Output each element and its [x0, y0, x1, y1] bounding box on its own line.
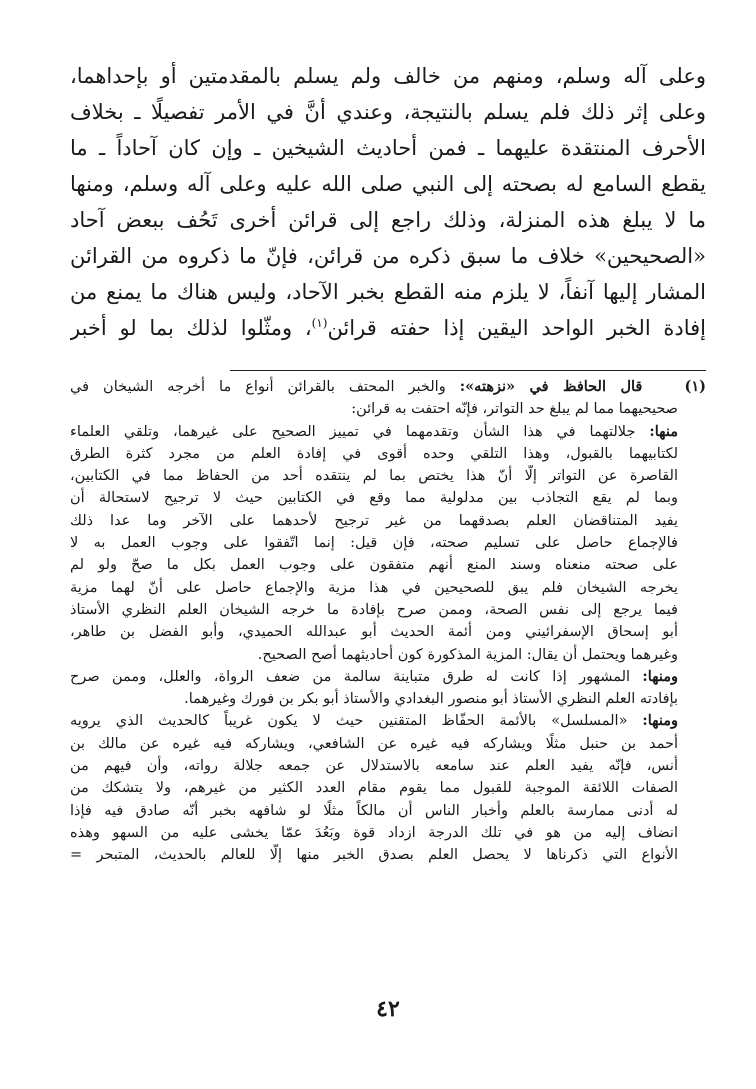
footnote-lead-bold: منها: — [649, 422, 679, 440]
footnote-lead-bold: ومنها: — [642, 712, 678, 730]
body-line: الأحرف المنتقدة عليهما ـ فمن أحاديث الشيخين ـ وإن كان آحاداً ـ ما — [70, 136, 706, 160]
footnote-line: بإفادته العلم النظري الأستاذ أبو منصور البغدادي والأستاذ أبو بكر بن فورك وغيرهما. — [184, 691, 678, 708]
footnote-marker: (١) — [684, 378, 706, 395]
footnote-line: على صحته منعناه وسند المنع أنهم متفقون على وجوب العمل بكل ما صحّ ولو لم — [70, 557, 678, 574]
footnote-separator — [230, 370, 706, 371]
footnote-line: صحيحيهما مما لم يبلغ حد التواتر، فإنّه احتفت به قرائن: — [351, 401, 678, 418]
footnote-line: لكتابيهما بالقبول، وهذا التلقي وحده أقوى في إفادة العلم من مجرد كثرة الطرق — [70, 445, 678, 462]
body-line-text: إفادة الخبر الواحد اليقين إذا حفته قرائن — [327, 316, 706, 340]
footnote-reference[interactable]: (١) — [311, 316, 328, 330]
footnote-line: فيما يرجع إلى نفس الصحة، وممن صرح بإفادة ما خرجه الشيخان العلم النظري الأستاذ — [70, 601, 678, 618]
footnote-line: الصفات اللائقة الموجبة للقبول مما يقوم مقام العدد الكثير من غيرهم، ولا يتشكك من — [70, 780, 678, 797]
book-page — [70, 58, 706, 1058]
footnote-line: أنس، فإنّه يفيد العلم عند سامعه بالاستدلال عن جمعه جلالة رواته، وأن فيهم من — [70, 758, 678, 775]
footnote-line: انضاف إليه من هو في تلك الدرجة ازداد قوة وبَعُدَ عمّا يخشى عليه من السهو وهذه — [70, 824, 678, 841]
footnote-line — [70, 710, 706, 732]
footnote-line-text: المشهور إذا كانت له طرق متباينة سالمة من ضعف الرواة، والعلل، وممن صرح — [70, 668, 631, 685]
footnote-line — [70, 666, 706, 688]
footnote-line-text: «المسلسل» بالأئمة الحفّاظ المتقنين حيث لا يكون غريباً كالحديث الذي يرويه — [70, 713, 628, 730]
main-body-text — [70, 58, 706, 346]
body-line-text: ، ومثّلوا لذلك بما لو أخبر — [70, 316, 312, 340]
footnote-line-text: جلالتهما في هذا الشأن وتقدمهما في تمييز الصحيح على غيرهما، وتلقي العلماء — [70, 423, 636, 440]
body-line: وعلى إثر ذلك فلم يسلم بالنتيجة، وعندي أنَّ في الأمر تفصيلًا ـ بخلاف — [70, 100, 706, 124]
footnote-line: يفيد المتناقضان العلم بصدقهما من غير ترجيح لأحدهما على الآخر وما عدا ذلك — [70, 512, 678, 529]
footnote-line-text: والخبر المحتف بالقرائن أنواع ما أخرجه الشيخان في — [70, 379, 446, 395]
footnotes-block — [70, 376, 706, 867]
page-number: ٤٢ — [376, 996, 400, 1022]
body-line: وعلى آله وسلم، ومنهم من خالف ولم يسلم بالمقدمتين أو بإحداهما، — [70, 64, 706, 88]
footnote-line: وغيرهما ويحتمل أن يقال: المزية المذكورة كون أحاديثهما أصح الصحيح. — [257, 646, 678, 663]
footnote-line: يخرجه الشيخان فلم يبق للصحيحين في هذا مزية والإجماع حاصل على أنّ لهما مزية — [70, 579, 678, 596]
footnote-line: أبو إسحاق الإسفرائيني ومن أئمة الحديث أبو عبدالله الحميدي، وأبو الفضل بن طاهر، — [70, 624, 678, 641]
footnote-line: أحمد بن حنبل مثلًا ويشاركه فيه غيره عن الشافعي، ويشاركه فيه غيره عن مالك بن — [70, 735, 678, 752]
footnote-line — [70, 421, 706, 443]
footnote-lead-bold: ومنها: — [642, 667, 679, 685]
body-line: «الصحيحين» خلاف ما سبق ذكره من قرائن، فإنّ ما ذكروه من القرائن — [70, 244, 706, 268]
body-line: ما لا يبلغ هذه المنزلة، وذلك راجع إلى قرائن أخرى تَحُف ببعض آحاد — [70, 208, 706, 232]
footnote-line: وبما لم يقع التجاذب بين مدلولية مما وقع في الكتابين حيث لا ترجيح لاستحالة أن — [70, 490, 678, 507]
body-line: المشار إليها آنفاً، لا يلزم منه القطع بخبر الآحاد، وليس هناك ما يمنع من — [70, 280, 706, 304]
body-line — [70, 310, 706, 346]
footnote-line: القاصرة عن التواتر إلّا أنّ هذا يختص بما لم ينتقده أحد من الحفاظ مما في الكتابين، — [70, 468, 678, 485]
footnote-line: له أدنى ممارسة بالعلم وأخبار الناس أن مالكاً مثلًا لو شافهه بخبر أنّه صادق فيه فإذا — [70, 802, 678, 819]
footnote-line — [70, 376, 706, 398]
footnote-line: فالإجماع حاصل على تسليم صحته، فإن قيل: إنما اتّفقوا على وجوب العمل به لا — [70, 535, 678, 552]
footnote-line: الأنواع التي ذكرناها لا يحصل العلم بصدق الخبر منها إلّا للعالم بالحديث، المتبحر = — [70, 847, 678, 864]
footnote-lead-bold: قال الحافظ في «نزهته»: — [459, 378, 643, 395]
body-line: يقطع السامع له بصحته إلى النبي صلى الله عليه وعلى آله وسلم، ومنها — [70, 172, 706, 196]
